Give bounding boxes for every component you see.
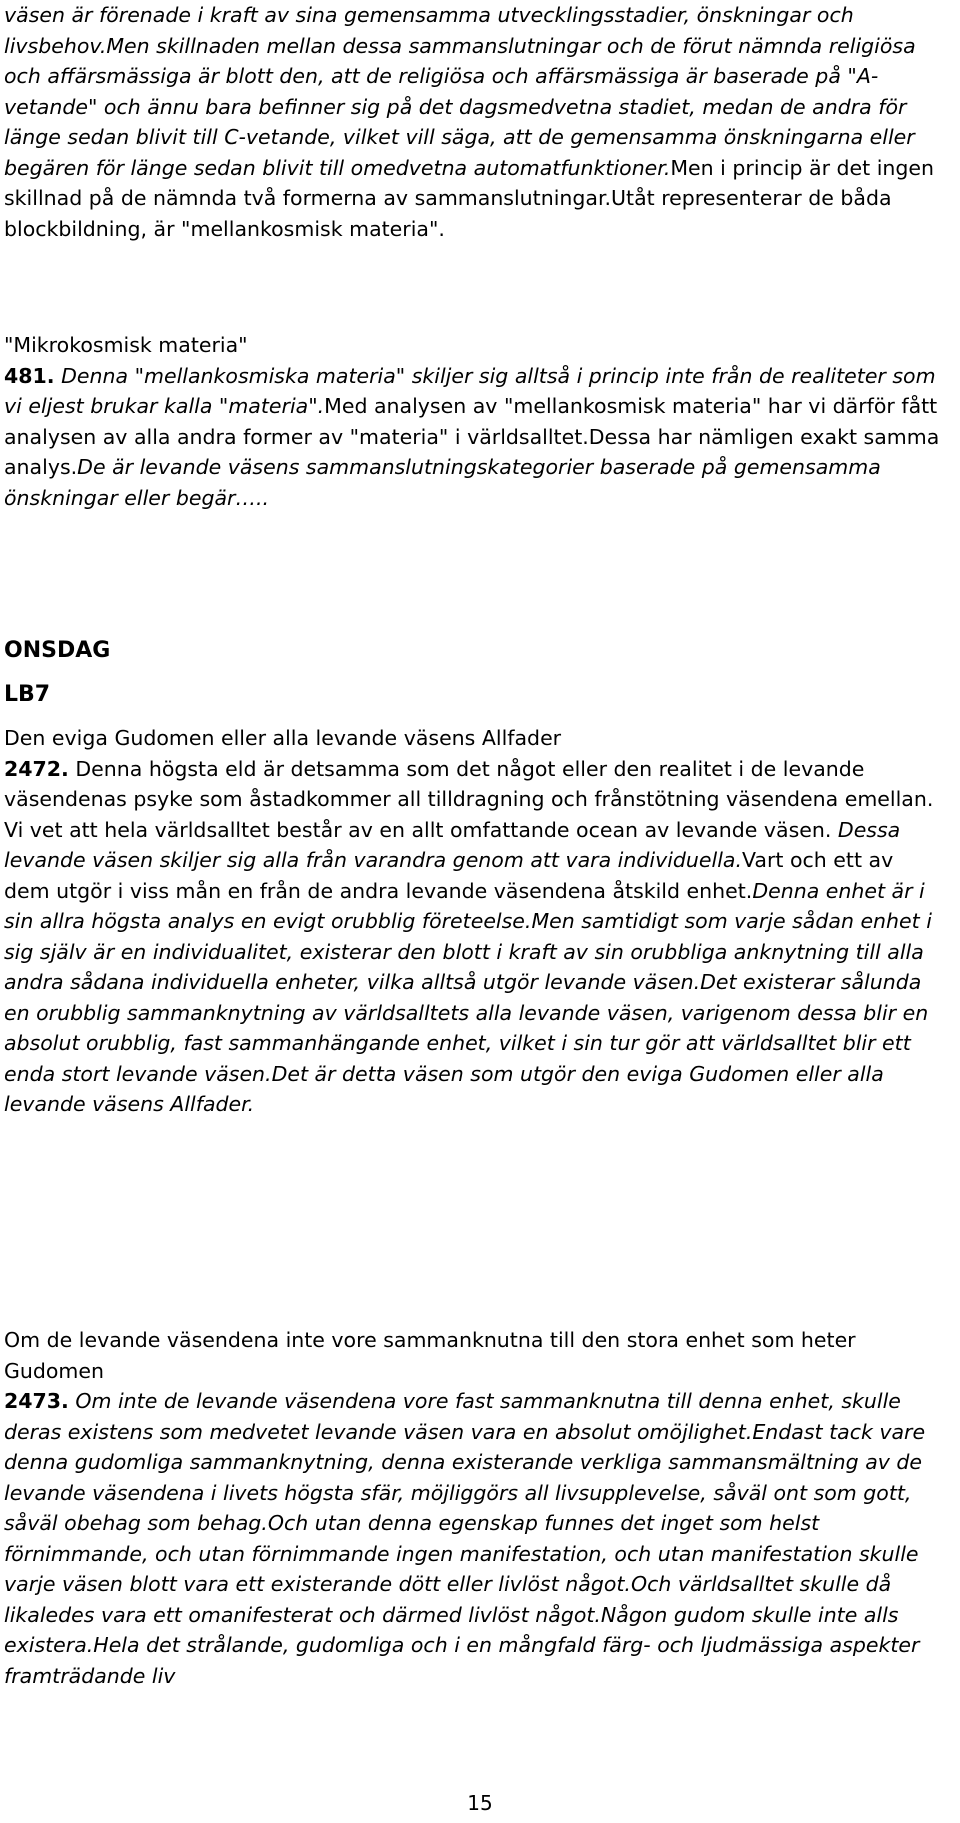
continuation-italic: väsen är förenade i kraft av sina gemensamma utvecklingsstadier, önskningar och livsbehov.Men skillnaden mellan dessa sammanslutningar och de förut nämnda religiösa och affärsmässiga är blott den, att de religiösa och affärsmässiga är baserade på "A-vetande" och ännu bara befinner sig på det dagsmedvetna stadiet, medan de andra för länge sedan blivit till C-vetande, vilket vill säga, att de gemensamma önskningarna eller begären för länge sedan blivit till omedvetna automatfunktioner. (4, 3, 916, 180)
section-481-plain: Med analysen av "mellankosmisk materia" har vi därför fått analysen av alla andra former av "materia" i världsalltet.Dessa har nämligen exakt samma analys. (4, 394, 940, 479)
section-2472-paragraph (4, 754, 944, 1120)
section-2472-italic-3: Men samtidigt som varje sådan enhet i sig själv är en individualitet, existerar den blott i kraft av sin orubbliga anknytning till alla andra sådana individuella enheter, vilka alltså utgör levande väsen. (4, 909, 932, 994)
section-2472-plain-1: Denna högsta eld är detsamma som det något eller den realitet i de levande väsendenas psyke som åstadkommer all tilldragning och frånstötning väsendena emellan. Vi vet att hela världsalltet består av en allt omfattande ocean av levande väsen. (4, 756, 934, 842)
section-2472-italic-4: Det existerar sålunda en orubblig sammanknytning av världsalltets alla levande väsen, varigenom dessa blir en absolut orubblig, fast sammanhängande enhet, vilket i sin tur gör att världsalltet blir ett enda stort levande väsen.Det är detta väsen som utgör den eviga Gudomen eller alla levande väsens Allfader. (4, 970, 929, 1116)
section-481-italic: Denna "mellankosmiska materia" skiljer sig alltså i princip inte från de realiteter som vi eljest brukar kalla "materia". (4, 363, 936, 418)
section-2473-number: 2473. (4, 1389, 69, 1413)
section-2472-heading: Den eviga Gudomen eller alla levande väsens Allfader (4, 726, 562, 750)
section-2472 (4, 636, 944, 1120)
section-2473-italic-3: Och utan denna egenskap funnes det inget som helst förnimmande, och utan förnimmande ingen manifestation, och utan manifestation skulle varje väsen blott vara ett existerande dött eller livlöst något.Och världsalltet skulle då likaledes vara ett omanifesterat och därmed livlöst något.Någon gudom skulle inte alls existera.Hela det strålande, gudomliga och i en mångfald färg- och ljudmässiga aspekter framträdande liv (4, 1511, 920, 1688)
continuation-plain: Men i princip är det ingen skillnad på de nämnda två formerna av sammanslutningar.Utåt representerar de båda blockbildning, är "mellankosmisk materia". (4, 155, 935, 241)
day-heading: ONSDAG (4, 638, 111, 663)
section-481-number: 481. (4, 363, 55, 388)
section-2472-italic-2: Denna enhet är i sin allra högsta analys en evigt orubblig företeelse. (4, 878, 925, 933)
section-2472-italic-1: Dessa levande väsen skiljer sig alla från varandra genom att vara individuella. (4, 817, 901, 872)
section-2473-italic-1: Om inte de levande väsendena vore fast sammanknutna till denna enhet, skulle deras existens som medvetet levande väsen vara en absolut omöjlighet. (4, 1389, 901, 1444)
section-2473-italic-2: Endast tack vare denna gudomliga sammanknytning, denna existerande verkliga sammansmältning av de levande väsendena i livets högsta sfär, möjliggörs all livsupplevelse, såväl ont som gott, såväl obehag som behag. (4, 1419, 926, 1535)
continuation-paragraph (4, 0, 944, 244)
section-2473 (4, 1325, 944, 1691)
lecture-code: LB7 (4, 681, 51, 707)
section-2473-paragraph (4, 1386, 944, 1691)
section-2472-plain-2: Vart och ett av dem utgör i viss mån en från de andra levande väsendena åtskild enhet. (4, 848, 894, 903)
section-481-heading: "Mikrokosmisk materia" (4, 333, 248, 357)
section-2472-number: 2472. (4, 756, 69, 781)
section-481 (4, 330, 944, 513)
continuation-text (4, 0, 944, 244)
section-481-italic-2: De är levande väsens sammanslutningskategorier baserade på gemensamma önskningar eller begär….. (4, 455, 881, 510)
section-2473-heading: Om de levande väsendena inte vore sammanknutna till den stora enhet som heter Gudomen (4, 1328, 856, 1383)
section-481-paragraph (4, 361, 944, 514)
page-number: 15 (467, 1791, 493, 1815)
